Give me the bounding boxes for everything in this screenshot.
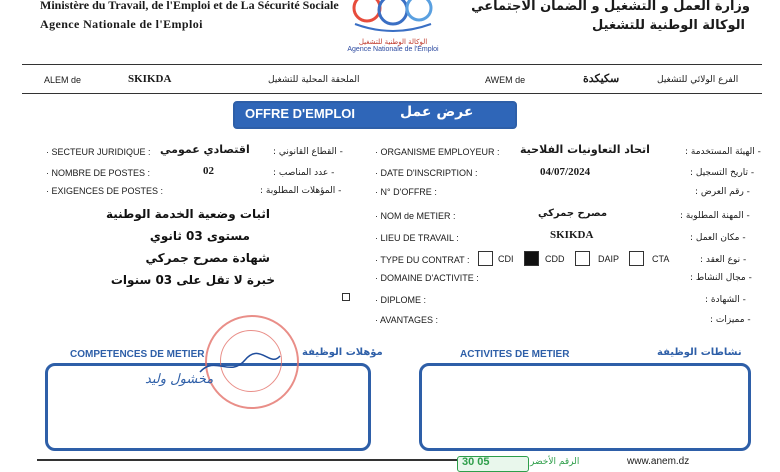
competences-header-ar: مؤهلات الوظيفة xyxy=(302,347,383,358)
website-link[interactable]: www.anem.dz xyxy=(627,456,690,467)
contract-daip-checkbox[interactable] xyxy=(575,251,590,266)
right-field-label-ar: - الهيئة المستخدمة : xyxy=(685,147,761,157)
right-field-label-ar: - مجال النشاط : xyxy=(690,273,752,283)
footer-line xyxy=(37,459,462,461)
requirement-line: مستوى 03 ثانوي xyxy=(149,229,250,243)
left-field-value: 02 xyxy=(203,165,214,177)
offer-title-ar: عرض عمل xyxy=(400,104,474,120)
contract-daip-label: DAIP xyxy=(598,254,620,264)
plus-mark xyxy=(342,293,350,301)
requirement-line: اثبات وضعية الخدمة الوطنية xyxy=(105,207,270,221)
requirement-line: خبرة لا تقل على 03 سنوات xyxy=(110,273,275,287)
right-field-label-ar: - نوع العقد : xyxy=(700,255,747,265)
contract-cta-checkbox[interactable] xyxy=(629,251,644,266)
right-field-value: SKIKDA xyxy=(550,229,594,241)
offer-title-fr: OFFRE D'EMPLOI xyxy=(245,106,355,121)
agency-title-ar: الوكالة الوطنية للتشغيل xyxy=(592,18,745,33)
right-field-value: مصرح جمركي xyxy=(538,208,608,219)
right-field-label: · LIEU DE TRAVAIL : xyxy=(375,233,459,243)
alem-label-ar: الملحقة المحلية للتشغيل xyxy=(268,75,360,85)
right-field-label: · N° D'OFFRE : xyxy=(375,187,437,197)
activites-header-fr: ACTIVITES DE METIER xyxy=(460,349,570,360)
awem-label-ar: الفرع الولائي للتشغيل xyxy=(657,75,739,85)
right-field-label-ar: - مميزات : xyxy=(710,315,751,325)
left-field-label: · SECTEUR JURIDIQUE : xyxy=(46,147,151,157)
right-field-label-ar: - مكان العمل : xyxy=(690,233,746,243)
left-field-label: · EXIGENCES DE POSTES : xyxy=(46,186,164,196)
right-field-value: اتحاد التعاونيات الفلاحية xyxy=(520,143,650,156)
awem-value: سكيكدة xyxy=(583,73,620,85)
signature-name: مخشول وليد xyxy=(145,372,214,387)
right-field-label-ar: - رقم العرض : xyxy=(695,187,750,197)
right-field-value: 04/07/2024 xyxy=(540,166,591,178)
contract-cdi-checkbox[interactable] xyxy=(478,251,493,266)
right-field-label: · ORGANISME EMPLOYEUR : xyxy=(375,147,500,157)
right-field-label: · TYPE DU CONTRAT : xyxy=(375,255,470,265)
right-field-label: · NOM de METIER : xyxy=(375,211,456,221)
left-field-value: اقتصادي عمومي xyxy=(160,143,250,156)
divider-top xyxy=(22,64,762,65)
right-field-label-ar: - المهنة المطلوبة : xyxy=(680,211,750,221)
divider-mid xyxy=(22,93,762,94)
competences-header-fr: COMPETENCES DE METIER xyxy=(70,349,205,360)
left-field-label-ar: - القطاع القانوني : xyxy=(273,147,343,157)
anem-logo xyxy=(345,0,441,38)
requirement-line: شهادة مصرح جمركي xyxy=(145,251,270,265)
signature-scribble xyxy=(195,350,285,380)
right-field-label: · DOMAINE D'ACTIVITE : xyxy=(375,273,479,283)
left-field-label-ar: - المؤهلات المطلوبة : xyxy=(260,186,342,196)
contract-cdd-checkbox[interactable] xyxy=(524,251,539,266)
awem-label: AWEM de xyxy=(485,75,526,85)
right-field-label: · DIPLOME : xyxy=(375,295,427,305)
logo-caption-ar: الوكالة الوطنية للتشغيل xyxy=(358,38,428,46)
left-field-label-ar: - عدد المناصب : xyxy=(273,168,335,178)
activites-box[interactable] xyxy=(419,363,751,451)
ministry-title-ar: وزارة العمل و التشغيل و الضمان الاجتماعي xyxy=(471,0,750,14)
right-field-label-ar: - تاريخ التسجيل : xyxy=(690,168,755,178)
contract-cdi-label: CDI xyxy=(498,254,514,264)
green-number: 30 05 xyxy=(462,456,490,468)
activites-header-ar: نشاطات الوظيفة xyxy=(657,347,742,358)
green-number-label: الرقم الأخضر xyxy=(530,457,580,467)
left-field-label: · NOMBRE DE POSTES : xyxy=(46,168,151,178)
logo-caption-fr: Agence Nationale de l'Emploi xyxy=(347,46,439,53)
ministry-title-fr: Ministère du Travail, de l'Emploi et de La Sécurité Sociale xyxy=(40,0,339,12)
alem-label: ALEM de xyxy=(44,75,82,85)
alem-value: SKIKDA xyxy=(128,73,172,85)
agency-title-fr: Agence Nationale de l'Emploi xyxy=(40,17,203,31)
right-field-label-ar: - الشهادة : xyxy=(705,295,746,305)
contract-cta-label: CTA xyxy=(652,254,670,264)
right-field-label: · AVANTAGES : xyxy=(375,315,439,325)
contract-cdd-label: CDD xyxy=(545,254,565,264)
right-field-label: · DATE D'INSCRIPTION : xyxy=(375,168,478,178)
